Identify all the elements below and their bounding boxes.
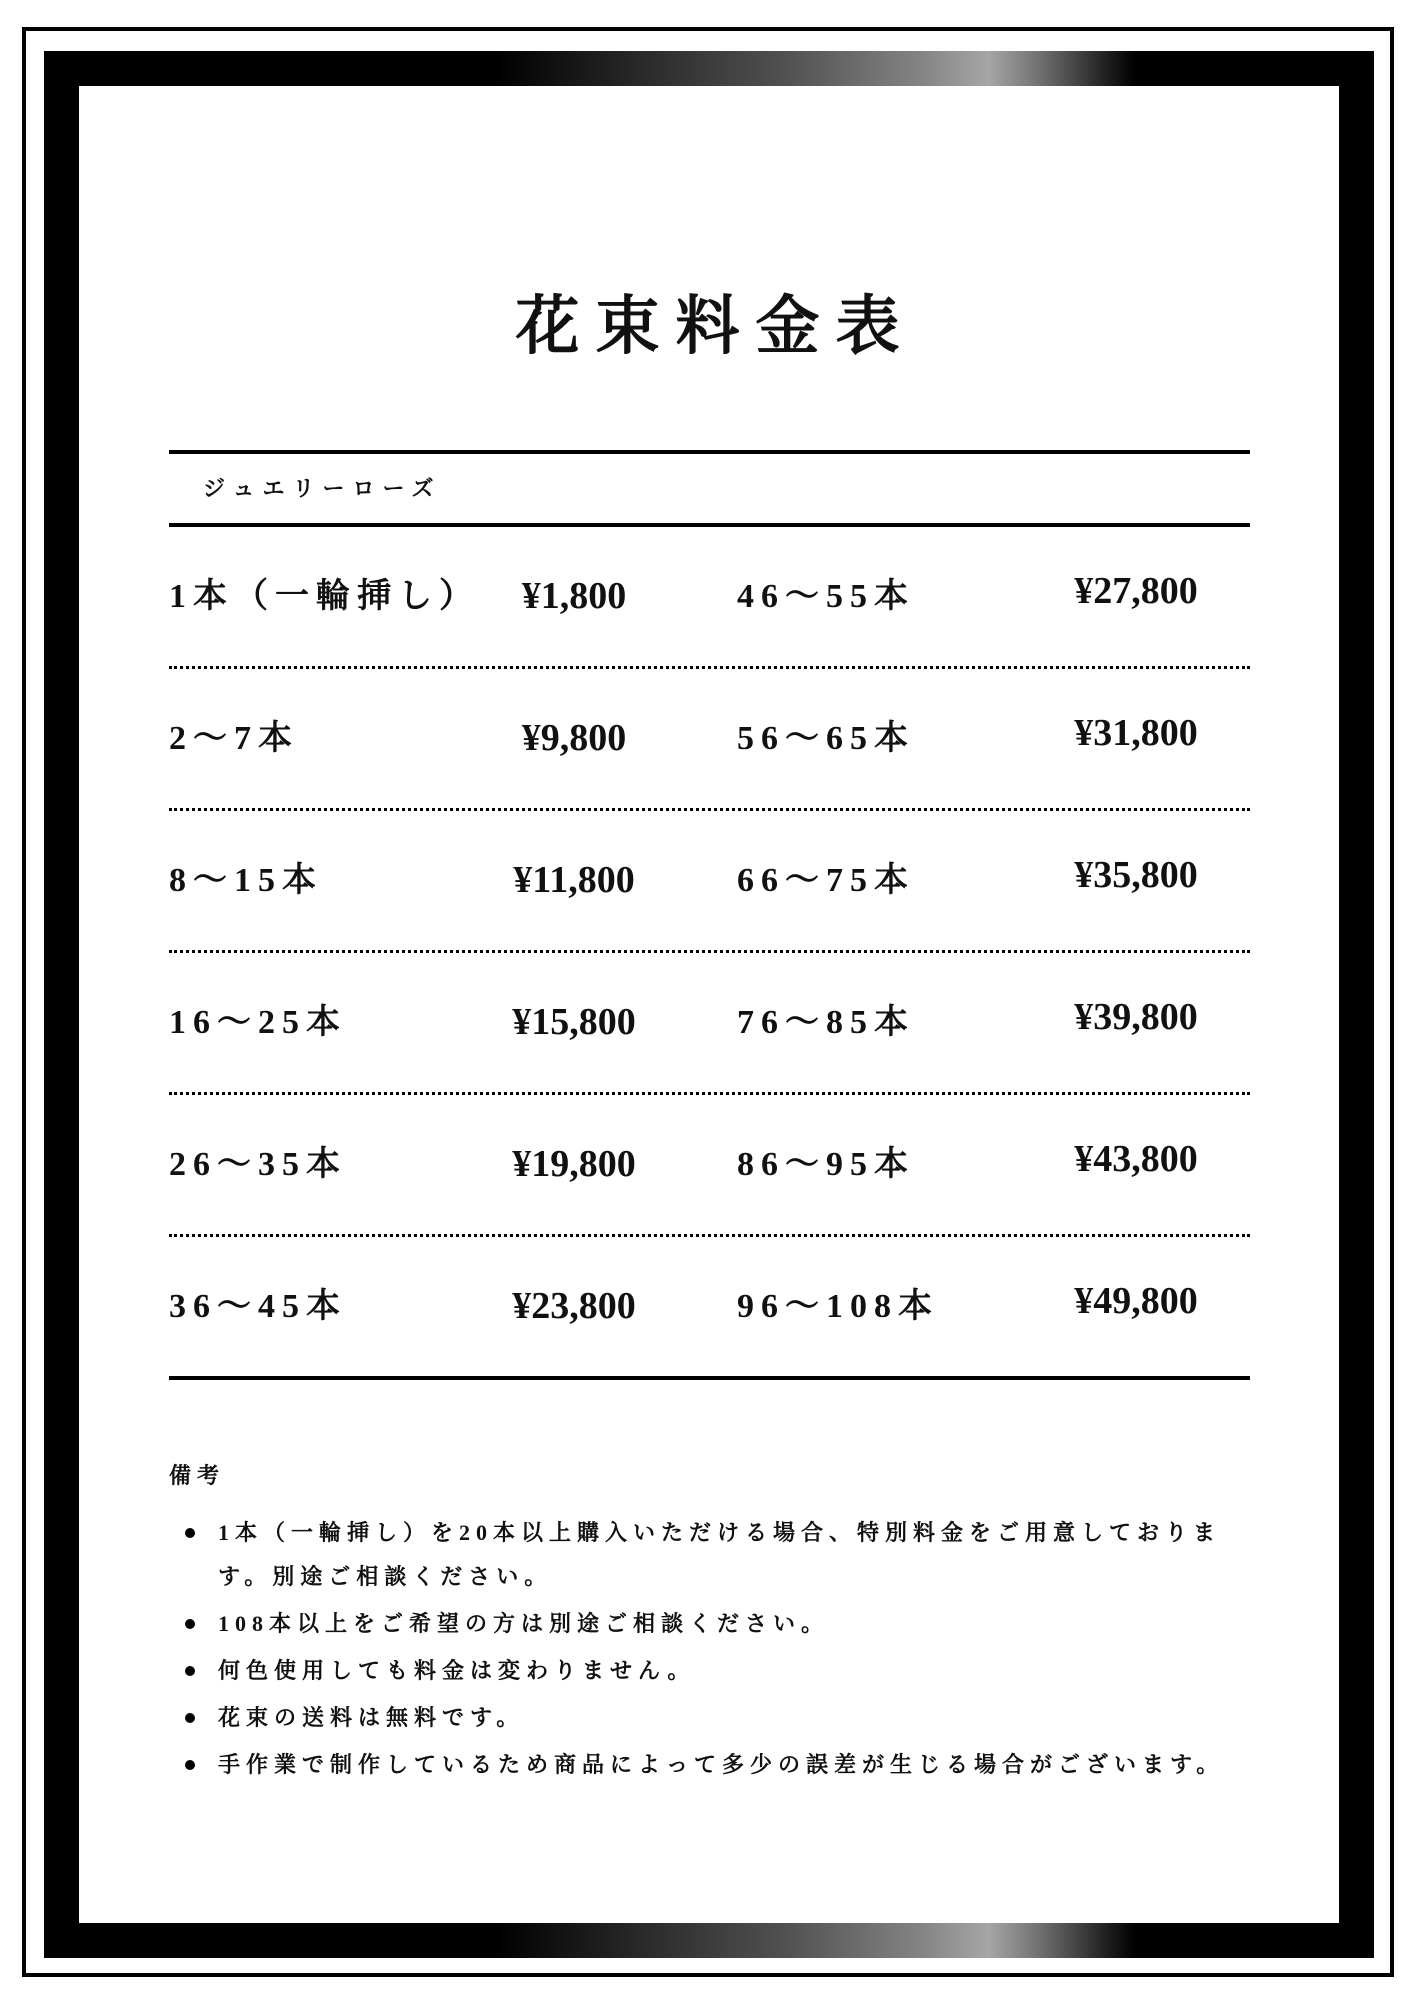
price-value: ¥43,800 bbox=[1074, 1138, 1198, 1180]
price-value: ¥9,800 bbox=[521, 717, 627, 759]
quantity-label: 96～108本 bbox=[737, 1288, 939, 1325]
note-item bbox=[180, 1743, 1238, 1787]
price-row bbox=[169, 1237, 1250, 1380]
frame-bottom-bar bbox=[44, 1923, 1374, 1958]
bullet-icon bbox=[185, 1713, 195, 1723]
bullet-icon bbox=[185, 1666, 195, 1676]
category-label: ジュエリーローズ bbox=[203, 476, 442, 501]
price-row bbox=[169, 1095, 1250, 1237]
price-row bbox=[169, 669, 1250, 811]
price-row bbox=[169, 527, 1250, 669]
bullet-icon bbox=[185, 1528, 195, 1538]
price-row bbox=[169, 953, 1250, 1095]
price-value: ¥35,800 bbox=[1074, 854, 1198, 896]
note-item bbox=[180, 1511, 1238, 1599]
quantity-label: 36～45本 bbox=[169, 1288, 347, 1325]
price-value: ¥15,800 bbox=[512, 1001, 636, 1043]
quantity-label: 26～35本 bbox=[169, 1146, 347, 1183]
note-item bbox=[180, 1696, 1238, 1740]
quantity-label: 8～15本 bbox=[169, 862, 323, 899]
note-text: 何色使用しても料金は変わりません。 bbox=[218, 1658, 696, 1683]
notes-heading: 備考 bbox=[169, 1463, 226, 1488]
quantity-label: 16～25本 bbox=[169, 1004, 347, 1041]
quantity-label: 56～65本 bbox=[737, 720, 915, 757]
price-value: ¥49,800 bbox=[1074, 1280, 1198, 1322]
price-table bbox=[169, 450, 1250, 1380]
frame-top-bar bbox=[44, 51, 1374, 86]
page-title: 花束料金表 bbox=[515, 291, 916, 362]
price-value: ¥31,800 bbox=[1074, 712, 1198, 754]
note-text: 手作業で制作しているため商品によって多少の誤差が生じる場合がございます。 bbox=[218, 1752, 1225, 1777]
price-value: ¥19,800 bbox=[512, 1143, 636, 1185]
price-row bbox=[169, 811, 1250, 953]
quantity-label: 1本（一輪挿し） bbox=[169, 578, 480, 615]
bullet-icon bbox=[185, 1619, 195, 1629]
price-value: ¥27,800 bbox=[1074, 570, 1198, 612]
notes-list bbox=[180, 1511, 1238, 1790]
quantity-label: 76～85本 bbox=[737, 1004, 915, 1041]
quantity-label: 2～7本 bbox=[169, 720, 299, 757]
price-value: ¥1,800 bbox=[521, 575, 627, 617]
price-value: ¥23,800 bbox=[512, 1285, 636, 1327]
price-value: ¥39,800 bbox=[1074, 996, 1198, 1038]
note-text: 花束の送料は無料です。 bbox=[218, 1705, 525, 1730]
note-text: 108本以上をご希望の方は別途ご相談ください。 bbox=[218, 1611, 830, 1636]
quantity-label: 46～55本 bbox=[737, 578, 915, 615]
note-item bbox=[180, 1649, 1238, 1693]
bullet-icon bbox=[185, 1760, 195, 1770]
note-item bbox=[180, 1602, 1238, 1646]
note-text: 1本（一輪挿し）を20本以上購入いただける場合、特別料金をご用意しております。別途ご相談ください。 bbox=[218, 1520, 1222, 1589]
quantity-label: 66～75本 bbox=[737, 862, 915, 899]
quantity-label: 86～95本 bbox=[737, 1146, 915, 1183]
price-value: ¥11,800 bbox=[513, 859, 635, 901]
